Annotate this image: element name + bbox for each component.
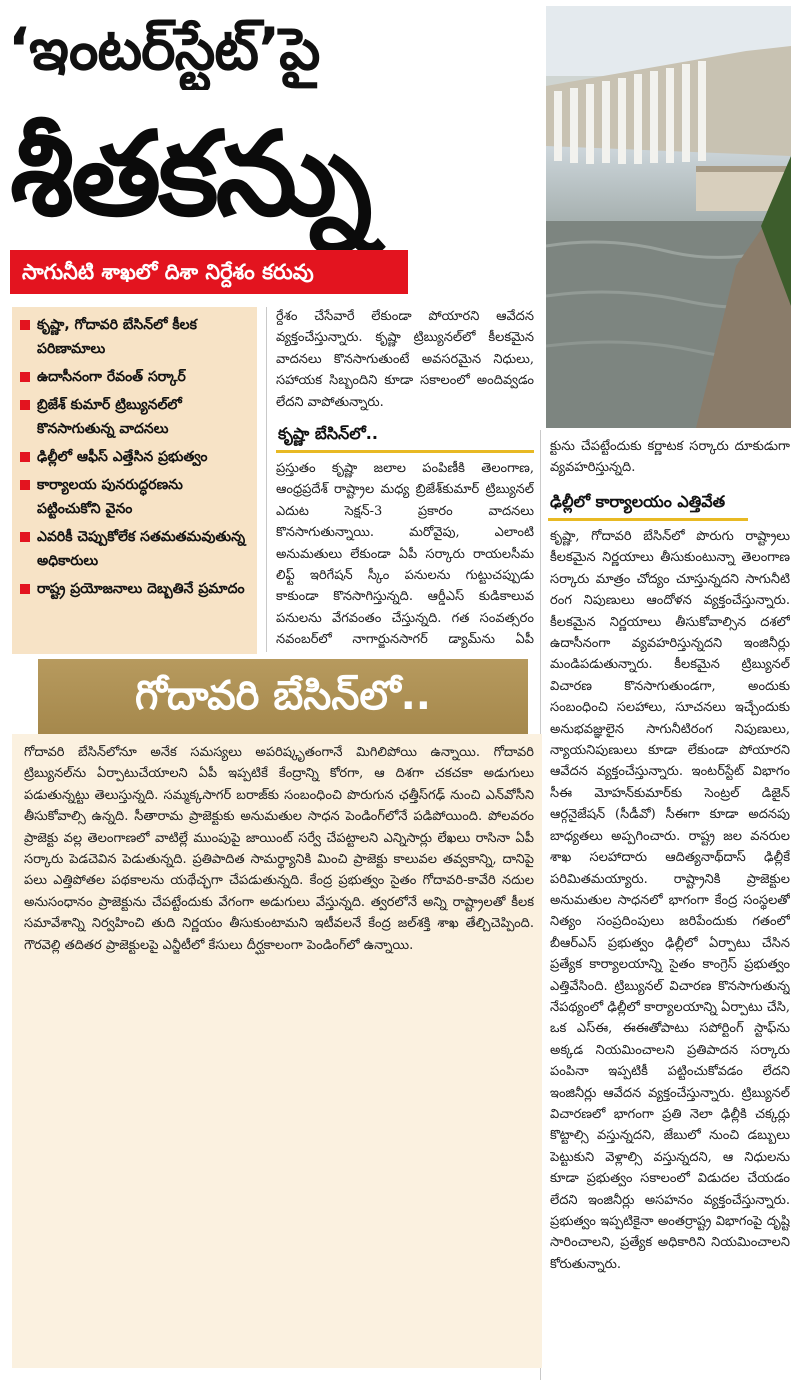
square-bullet-icon xyxy=(20,400,30,410)
bullet-item xyxy=(20,365,251,389)
square-bullet-icon xyxy=(20,584,30,594)
square-bullet-icon xyxy=(20,320,30,330)
headline-main: శీతకన్ను xyxy=(10,107,370,242)
square-bullet-icon xyxy=(20,452,30,462)
column-divider xyxy=(266,307,267,652)
dam-photo xyxy=(546,6,791,428)
bullet-item xyxy=(20,473,251,521)
bullet-text: ఎవరికీ చెప్పుకోలేక సతమతమవుతున్న అధికారులు xyxy=(37,529,246,569)
delhi-heading-rule xyxy=(548,518,748,521)
bullet-item xyxy=(20,577,251,601)
delhi-section-heading: ఢిల్లీలో కార్యాలయం ఎత్తివేత xyxy=(550,492,726,511)
bullet-item xyxy=(20,445,251,469)
article-body-right-top: క్టును చేపట్టేందుకు కర్ణాటక సర్కారు దూకుడుగా వ్యవహరిస్తున్నది. xyxy=(550,439,790,476)
bullet-text: రాష్ట్ర ప్రయోజనాలు దెబ్బతినే ప్రమాదం xyxy=(37,581,245,597)
headline-top: ‘ఇంటర్‌స్టేట్’పై xyxy=(8,15,320,83)
square-bullet-icon xyxy=(20,480,30,490)
bullet-text: ఢిల్లీలో ఆఫీస్ ఎత్తేసిన ప్రభుత్వం xyxy=(37,449,208,465)
bullet-text: ఉదాసీనంగా రేవంత్ సర్కార్ xyxy=(37,369,186,385)
bullet-text: బ్రిజేశ్ కుమార్ ట్రిబ్యునల్‌లో కొనసాగుతున్న వాదనలు xyxy=(37,397,182,437)
krishna-heading-rule xyxy=(276,450,534,453)
bullet-text: కార్యాలయ పునరుద్ధరణను పట్టించుకోని వైనం xyxy=(37,477,183,517)
bullet-text: కృష్ణా, గోదావరి బేసిన్‌లో కీలక పరిణామాలు xyxy=(37,317,197,357)
article-body-middle-top: ర్దేశం చేసేవారే లేకుండా పోయారని ఆవేదన వ్యక్తంచేస్తున్నారు. కృష్ణా ట్రిబ్యునల్‌లో కీలకమైన వాదనలు కొనసాగుతుంటే అవసరమైన నిధులు, సహాయక సిబ్బందిని కూడా సకాలంలో అందివ్వడం లేదని వాపోతున్నారు. xyxy=(276,309,534,410)
krishna-section-heading: కృష్ణా బేసిన్‌లో.. xyxy=(278,424,378,443)
godavari-body: గోదావరి బేసిన్‌లోనూ అనేక సమస్యలు అపరిష్కృతంగానే మిగిలిపోయి ఉన్నాయి. గోదావరి ట్రిబ్యునల్‌ను ఏర్పాటుచేయాలని ఏపీ ఇప్పటికే కేంద్రాన్ని కోరగా, ఆ దిశగా చకచకా అడుగులు పడుతున్నట్టు తెలుస్తున్నది. సమ్మక్కసాగర్ బరాజ్‌కు సంబంధించి పొరుగున ఛత్తీస్‌గఢ్ నుంచి ఎన్‌వోసీని తీసుకోవాల్సి ఉన్నది. సీతారామ ప్రాజెక్టుకు అనుమతుల సాధన పెండింగ్‌లోనే పడిపోయింది. పోలవరం ప్రాజెక్టు వల్ల తెలంగాణలో వాటిల్లే ముంపుపై జాయింట్ సర్వే చేపట్టాలని ఎన్నిసార్లు లేఖలు రాసినా ఏపీ సర్కారు పెడచెవిన పెడుతున్నది. ప్రతిపాదిత సామర్థ్యానికి మించి ప్రాజెక్టు కాలువల తవ్వకాన్ని, దానిపై పలు ఎత్తిపోతల పథకాలను యథేచ్ఛగా చేపడుతున్నది. కేంద్ర ప్రభుత్వం సైతం గోదావరి-కావేరి నదుల అనుసంధానం ప్రాజెక్టును చేపట్టేందుకు వేగంగా అడుగులు వేస్తున్నది. త్వరలోనే అన్ని రాష్ట్రాలతో కీలక సమావేశాన్ని నిర్వహించి తుది నిర్ణయం తీసుకుంటామని ఇటీవలనే కేంద్ర జల్‌శక్తి శాఖ తేల్చిచెప్పింది. గౌరవెల్లి తదితర ప్రాజెక్టులపై ఎన్జీటీలో కేసులు దీర్ఘకాలంగా పెండింగ్‌లో ఉన్నాయి. xyxy=(24,745,534,953)
square-bullet-icon xyxy=(20,372,30,382)
bullet-item xyxy=(20,525,251,573)
square-bullet-icon xyxy=(20,532,30,542)
godavari-banner: గోదావరి బేసిన్‌లో.. xyxy=(38,659,528,734)
krishna-body: ప్రస్తుతం కృష్ణా జలాల పంపిణీకి తెలంగాణ, ఆంధ్రప్రదేశ్ రాష్ట్రాల మధ్య బ్రిజేశ్‌కుమార్ ట్రిబ్యునల్ ఎదుట సెక్షన్-3 ప్రకారం వాదనలు కొనసాగుతున్నాయి. మరోవైపు, ఎలాంటి అనుమతులు లేకుండా ఏపీ సర్కారు రాయలసీమ లిఫ్ట్ ఇరిగేషన్ స్కీం పనులను గుట్టుచప్పుడు కాకుండా కొనసాగిస్తున్నది. ఆర్డీఎస్ కుడికాలువ పనులను వేగవంతం చేస్తున్నది. గత సంవత్సరం నవంబర్‌లో నాగార్జునసాగర్ డ్యామ్‌ను ఏపీ xyxy=(276,461,534,648)
highlights-box xyxy=(12,307,257,654)
subhead-banner: సాగునీటి శాఖలో దిశా నిర్దేశం కరువు xyxy=(10,250,408,294)
bullet-item xyxy=(20,313,251,361)
delhi-body: కృష్ణా, గోదావరి బేసిన్‌లో పొరుగు రాష్ట్రాలు కీలకమైన నిర్ణయాలు తీసుకుంటున్నా తెలంగాణ సర్కారు మాత్రం చోద్యం చూస్తున్నదని సాగునీటి రంగ నిపుణులు ఆందోళన వ్యక్తంచేస్తున్నారు. కీలకమైన నిర్ణయాలు తీసుకోవాల్సిన దశలో ఉదాసీనంగా వ్యవహరిస్తున్నదని ఇంజినీర్లు మండిపడుతున్నారు. కీలకమైన ట్రిబ్యునల్ విచారణ కొనసాగుతుండగా, అందుకు సంబంధించి సలహాలు, సూచనలు ఇచ్చేందుకు అనుభవజ్ఞులైన సాగునీటిరంగ నిపుణులు, న్యాయనిపుణులు కూడా లేకుండా పోయారని ఆవేదన వ్యక్తంచేస్తున్నారు. ఇంటర్‌స్టేట్ విభాగం సీఈ మోహన్‌కుమార్‌కు సెంట్రల్ డిజైన్ ఆర్గనైజేషన్ (సీడీవో) సీఈగా కూడా అదనపు బాధ్యతలు అప్పగించారు. రాష్ట్ర జల వనరుల శాఖ సలహాదారు ఆదిత్యనాథ్‌దాస్ ఢిల్లీకే పరిమితమయ్యారు. రాష్ట్రానికి ప్రాజెక్టుల అనుమతుల సాధనలో భాగంగా కేంద్ర సంస్థలతో నిత్యం సంప్రదింపులు జరిపేందుకు గతంలో బీఆర్‌ఎస్ ప్రభుత్వం ఢిల్లీలో ఏర్పాటు చేసిన ప్రత్యేక కార్యాలయాన్ని సైతం కాంగ్రెస్ ప్రభుత్వం ఎత్తివేసింది. ట్రిబ్యునల్ విచారణ కొనసాగుతున్న నేపథ్యంలో ఢిల్లీలో కార్యాలయాన్ని ఏర్పాటు చేసి, ఒక ఎస్‌ఈ, ఈఈతోపాటు సపోర్టింగ్ స్టాఫ్‌ను అక్కడ నియమించాలని ప్రతిపాదన సర్కారు పంపినా ఇప్పటికీ పట్టించుకోవడం లేదని ఇంజినీర్లు ఆవేదన వ్యక్తంచేస్తున్నారు. ట్రిబ్యునల్ విచారణలో భాగంగా ప్రతి నెలా ఢిల్లీకి చక్కర్లు కొట్టాల్సి వస్తున్నదని, జేబులో నుంచి డబ్బులు పెట్టుకుని వెళ్లాల్సి వస్తున్నదని, ఆ నిధులను కూడా ప్రభుత్వం సకాలంలో విడుదల చేయడం లేదని ఇంజినీర్లు అసహనం వ్యక్తంచేస్తున్నారు. ప్రభుత్వం ఇప్పటికైనా అంతర్రాష్ట్ర విభాగంపై దృష్టి సారించాలని, ప్రత్యేక అధికారిని నియమించాలని కోరుతున్నారు. xyxy=(550,529,790,1272)
bullet-item xyxy=(20,393,251,441)
